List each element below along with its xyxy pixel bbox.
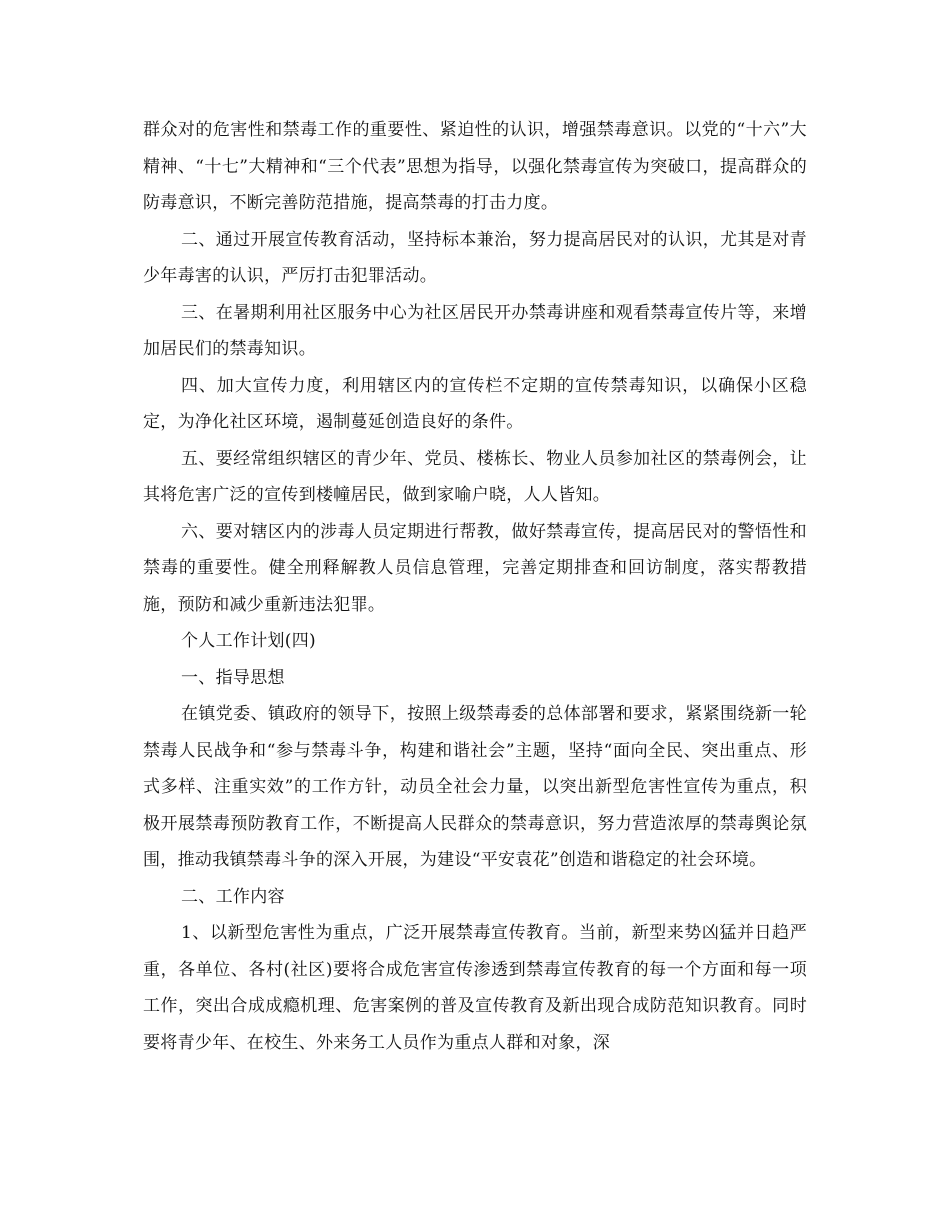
paragraph-item-two: 二、通过开展宣传教育活动，坚持标本兼治，努力提高居民对的认识，尤其是对青少年毒害的认识，严厉打击犯罪活动。 (143, 229, 807, 286)
paragraph-guiding-ideology: 在镇党委、镇政府的领导下，按照上级禁毒委的总体部署和要求，紧紧围绕新一轮禁毒人民战争和“参与禁毒斗争，构建和谐社会”主题，坚持“面向全民、突出重点、形式多样、注重实效”的工作方针，动员全社会力量，以突出新型危害性宣传为重点，积极开展禁毒预防教育工作，不断提高人民群众的禁毒意识，努力营造浓厚的禁毒舆论氛围，推动我镇禁毒斗争的深入开展，为建设“平安袁花”创造和谐稳定的社会环境。 (143, 704, 807, 870)
heading-work-content: 二、工作内容 (181, 886, 285, 907)
paragraph-item-four: 四、加大宣传力度，利用辖区内的宣传栏不定期的宣传禁毒知识，以确保小区稳定，为净化社区环境，遏制蔓延创造良好的条件。 (143, 375, 807, 432)
section-title-plan-four: 个人工作计划(四) (181, 631, 316, 651)
paragraph-item-six: 六、要对辖区内的涉毒人员定期进行帮教，做好禁毒宣传，提高居民对的警悟性和禁毒的重要性。健全刑释解教人员信息管理，完善定期排查和回访制度，落实帮教措施，预防和减少重新违法犯罪。 (143, 521, 807, 615)
heading-guiding-ideology: 一、指导思想 (181, 667, 285, 688)
paragraph-item-three: 三、在暑期利用社区服务中心为社区居民开办禁毒讲座和观看禁毒宣传片等，来增加居民们的禁毒知识。 (143, 302, 807, 359)
document-body (143, 112, 807, 1061)
paragraph-work-content-one: 1、以新型危害性为重点，广泛开展禁毒宣传教育。当前，新型来势凶猛并日趋严重，各单位、各村(社区)要将合成危害宣传渗透到禁毒宣传教育的每一个方面和每一项工作，突出合成成瘾机理、危害案例的普及宣传教育及新出现合成防范知识教育。同时要将青少年、在校生、外来务工人员作为重点人群和对象，深 (143, 923, 807, 1053)
paragraph-item-five: 五、要经常组织辖区的青少年、党员、楼栋长、物业人员参加社区的禁毒例会，让其将危害广泛的宣传到楼幢居民，做到家喻户晓，人人皆知。 (143, 448, 807, 505)
paragraph-continuation: 群众对的危害性和禁毒工作的重要性、紧迫性的认识，增强禁毒意识。以党的“十六”大精神、“十七”大精神和“三个代表”思想为指导，以强化禁毒宣传为突破口，提高群众的防毒意识，不断完善防范措施，提高禁毒的打击力度。 (143, 120, 807, 213)
